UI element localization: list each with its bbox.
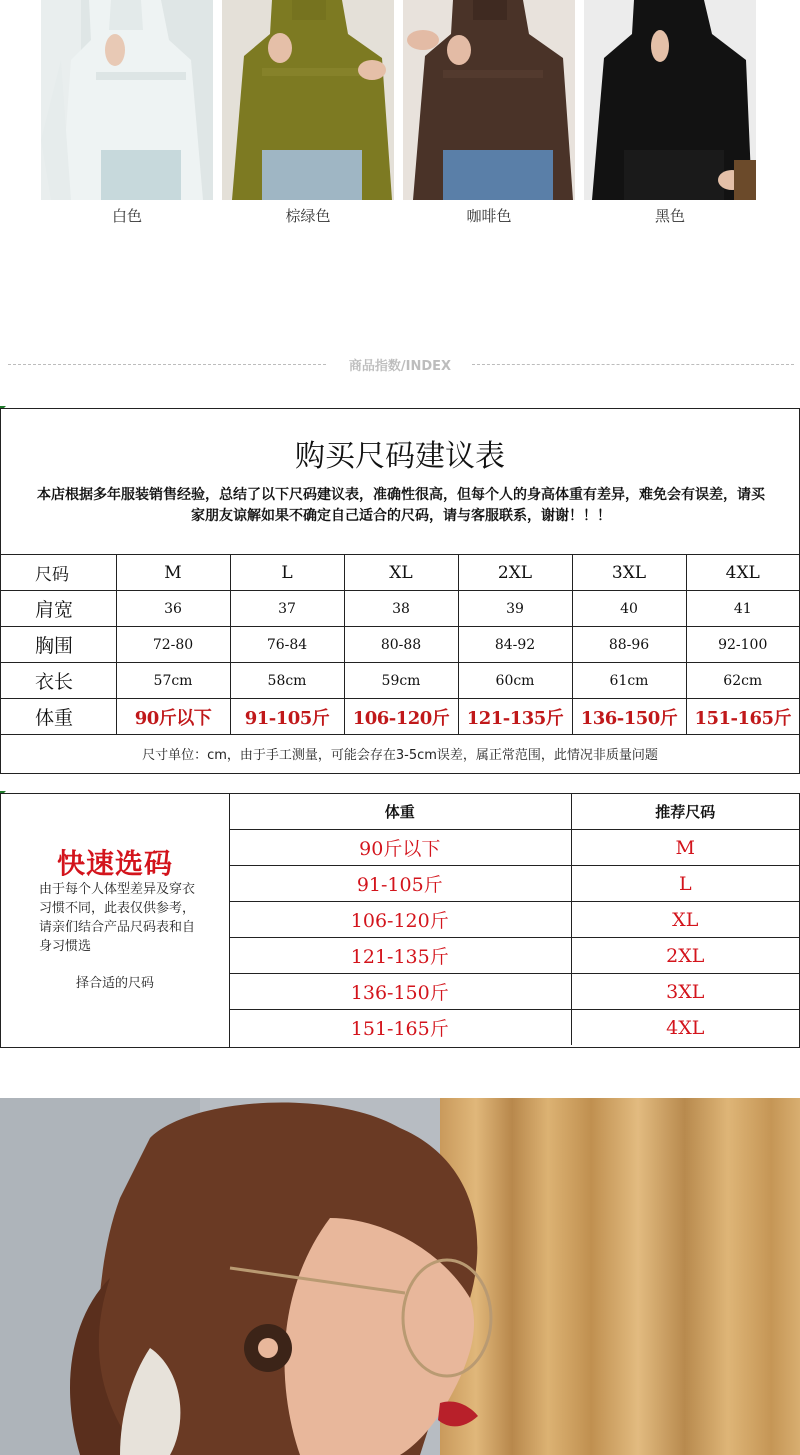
divider-line-right	[472, 364, 794, 365]
quick-select-description: 由于每个人体型差异及穿衣习惯不同，此表仅供参考，请亲们结合产品尺码表和自身习惯选	[39, 882, 196, 954]
size-cell: M	[116, 555, 230, 591]
weight-cell: 121-135斤	[229, 938, 571, 974]
chest-cell: 88-96	[572, 627, 686, 663]
shoulder-cell: 39	[458, 591, 572, 627]
weight-cell: 136-150斤	[572, 699, 686, 735]
swatch-label-olive: 棕绿色	[285, 207, 331, 225]
weight-cell: 90斤以下	[229, 830, 571, 866]
header-recommended-size: 推荐尺码	[571, 794, 799, 830]
size-cell: 3XL	[572, 555, 686, 591]
row-label-size: 尺码	[1, 555, 116, 591]
table-row	[229, 938, 799, 974]
recommended-size-cell: XL	[571, 902, 799, 938]
chest-cell: 92-100	[686, 627, 799, 663]
length-cell: 61cm	[572, 663, 686, 699]
table-row	[1, 627, 799, 663]
quick-select-description-tail: 择合适的尺码	[75, 976, 154, 991]
chest-cell: 76-84	[230, 627, 344, 663]
swatch-photo-olive[interactable]	[222, 0, 394, 200]
note-separator	[1, 734, 799, 735]
recommended-size-cell: M	[571, 830, 799, 866]
recommended-size-cell: 4XL	[571, 1010, 799, 1046]
size-chart	[0, 408, 800, 774]
weight-cell: 106-120斤	[229, 902, 571, 938]
swatch-label-black: 黑色	[654, 207, 685, 225]
shoulder-cell: 38	[344, 591, 458, 627]
shoulder-cell: 36	[116, 591, 230, 627]
model-photo[interactable]	[0, 1098, 800, 1455]
swatch-label-coffee: 咖啡色	[466, 207, 512, 225]
table-row	[1, 591, 799, 627]
length-cell: 57cm	[116, 663, 230, 699]
size-cell: L	[230, 555, 344, 591]
size-cell: 2XL	[458, 555, 572, 591]
weight-cell: 151-165斤	[350, 1018, 449, 1040]
table-row	[229, 794, 799, 830]
shoulder-cell: 41	[686, 591, 799, 627]
divider-line-left	[8, 364, 326, 365]
table-row	[229, 974, 799, 1010]
chest-cell: 80-88	[344, 627, 458, 663]
weight-cell: 91-105斤	[230, 699, 344, 735]
chest-cell: 84-92	[458, 627, 572, 663]
quick-select-panel	[0, 793, 800, 1048]
size-chart-note: 尺寸单位：cm，由于手工测量，可能会存在3-5cm误差，属正常范围，此情况非质量问题	[142, 748, 658, 763]
row-label-weight: 体重	[1, 699, 116, 735]
length-cell: 59cm	[344, 663, 458, 699]
weight-cell: 90斤以下	[116, 699, 230, 735]
swatch-photo-black[interactable]	[584, 0, 756, 200]
table-row	[229, 866, 799, 902]
weight-cell: 151-165斤	[686, 699, 799, 735]
length-cell: 58cm	[230, 663, 344, 699]
shoulder-cell: 37	[230, 591, 344, 627]
shoulder-cell: 40	[572, 591, 686, 627]
row-label-length: 衣长	[1, 663, 116, 699]
size-table	[1, 554, 799, 734]
recommended-size-cell: 2XL	[571, 938, 799, 974]
size-chart-title: 购买尺码建议表	[295, 439, 505, 474]
table-row	[1, 555, 799, 591]
row-label-chest: 胸围	[1, 627, 116, 663]
index-title: 商品指数/INDEX	[348, 359, 452, 374]
size-cell: XL	[344, 555, 458, 591]
size-cell: 4XL	[686, 555, 799, 591]
table-row	[229, 902, 799, 938]
quick-select-title: 快速选码	[56, 847, 173, 880]
table-row	[1, 663, 799, 699]
length-cell: 62cm	[686, 663, 799, 699]
length-cell: 60cm	[458, 663, 572, 699]
recommended-size-cell: L	[571, 866, 799, 902]
quick-select-table	[229, 794, 799, 1045]
weight-cell: 106-120斤	[344, 699, 458, 735]
size-chart-description: 本店根据多年服装销售经验，总结了以下尺码建议表，准确性很高，但每个人的身高体重有差异，难免会有误差，请买家朋友谅解如果不确定自己适合的尺码，请与客服联系，谢谢！！！	[37, 487, 765, 524]
quick-select-intro	[1, 794, 230, 1047]
swatch-label-white: 白色	[111, 207, 142, 225]
weight-cell: 121-135斤	[458, 699, 572, 735]
header-weight: 体重	[229, 794, 571, 830]
recommended-size-cell: 3XL	[571, 974, 799, 1010]
table-row	[1, 699, 799, 735]
swatch-photo-coffee[interactable]	[403, 0, 575, 200]
weight-cell: 136-150斤	[229, 974, 571, 1010]
table-row	[229, 830, 799, 866]
table-row	[229, 1010, 799, 1046]
row-label-shoulder: 肩宽	[1, 591, 116, 627]
chest-cell: 72-80	[116, 627, 230, 663]
weight-cell: 91-105斤	[229, 866, 571, 902]
swatch-photo-white[interactable]	[41, 0, 213, 200]
